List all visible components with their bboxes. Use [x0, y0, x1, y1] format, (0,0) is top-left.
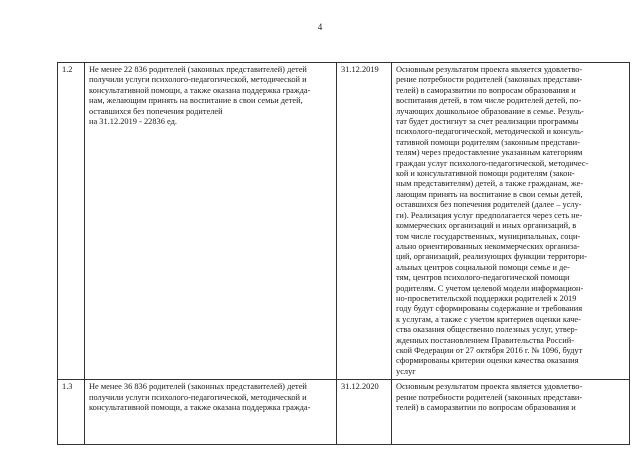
text-line: на 31.12.2019 - 22836 ед. [89, 117, 177, 127]
text-line: альных центров социальной помощи семье и де- [396, 262, 570, 272]
text-line: лающим принять на воспитание в свои семьи детей, [396, 189, 583, 199]
table-row [58, 63, 630, 380]
text-line: телей) в саморазвитии по вопросам образования и [396, 403, 576, 412]
text-line: но-просветительской поддержки родителей к 2019 [396, 293, 577, 303]
text-line: тат будет достигнут за счет реализации программы [396, 117, 579, 127]
text-line: том числе государственных, муниципальных, соци- [396, 231, 581, 241]
results-table [57, 62, 630, 445]
indicator-cell [85, 63, 337, 380]
text-line: Основным результатом проекта является удовлетво- [396, 382, 583, 392]
text-line: ги). Реализация услуг предполагается через сеть не- [396, 210, 583, 220]
date-cell: 31.12.2019 [337, 63, 392, 380]
text-line: воспитания детей, в том числе родителей детей, по- [396, 96, 582, 106]
text-line: коммерческих организаций и иных организаций, в [396, 221, 577, 231]
text-line: оставшихся без попечения родителей (далее – услу- [396, 200, 582, 210]
text-line: ций, организаций, реализующих функции территори- [396, 252, 587, 262]
text-line: лучающих дошкольное образование в семье. Резуль- [396, 106, 584, 116]
text-line: консультативной помощи, а также оказана поддержка гражда- [89, 403, 311, 412]
text-line: Не менее 36 836 родителей (законных представителей) детей [89, 382, 307, 392]
text-line: ально ориентированных некоммерческих организа- [396, 241, 580, 251]
result-cell [392, 63, 630, 380]
result-cell [392, 380, 630, 445]
text-line: оставшихся без попечения родителей [89, 106, 223, 116]
text-line: году будут сформированы содержание и требования [396, 304, 583, 314]
text-line: услуг [396, 366, 416, 376]
text-line: рение потребности родителей (законных представи- [396, 75, 583, 85]
text-line: граждан услуг психолого-педагогической, методичес- [396, 158, 589, 168]
text-line: к услугам, а также с учетом критериев оценки каче- [396, 314, 581, 324]
text-line: телей) в саморазвитии по вопросам образования и [396, 85, 576, 95]
text-line: родителям. С учетом целевой модели информацион- [396, 283, 584, 293]
text-line: жденных постановлением Правительства Россий- [396, 335, 575, 345]
table-row [58, 380, 630, 445]
text-line: рение потребности родителей (законных представи- [396, 392, 583, 402]
text-line: тям, центров психолого-педагогической помощи [396, 273, 570, 283]
text-line: психолого-педагогической, методической и консуль- [396, 127, 584, 137]
text-line: тативной помощи родителям (законным представи- [396, 137, 580, 147]
text-line: консультативной помощи, а также оказана поддержка гражда- [89, 85, 311, 95]
text-line: телям) через предоставление указанным категориям [396, 148, 583, 158]
text-line: кой и консультативной помощи родителям (закон- [396, 169, 575, 179]
date-cell: 31.12.2020 [337, 380, 392, 445]
text-line: Основным результатом проекта является удовлетво- [396, 65, 583, 74]
text-line: сформированы критерии оценки качества оказания [396, 356, 579, 366]
text-line: ным представителям) детей, а также гражданам, же- [396, 179, 584, 189]
text-line: ской Федерации от 27 октября 2016 г. № 1096, будут [396, 345, 583, 355]
text-line: получили услуги психолого-педагогической, методической и [89, 392, 307, 402]
page-number: 4 [317, 22, 323, 32]
row-number: 1.3 [58, 380, 85, 445]
row-number: 1.2 [58, 63, 85, 380]
text-line: нам, желающим принять на воспитание в свои семьи детей, [89, 96, 303, 106]
text-line: Не менее 22 836 родителей (законных представителей) детей [89, 65, 307, 74]
indicator-cell [85, 380, 337, 445]
text-line: ства оказания общественно полезных услуг, утвер- [396, 325, 578, 335]
text-line: получили услуги психолого-педагогической, методической и [89, 75, 307, 85]
